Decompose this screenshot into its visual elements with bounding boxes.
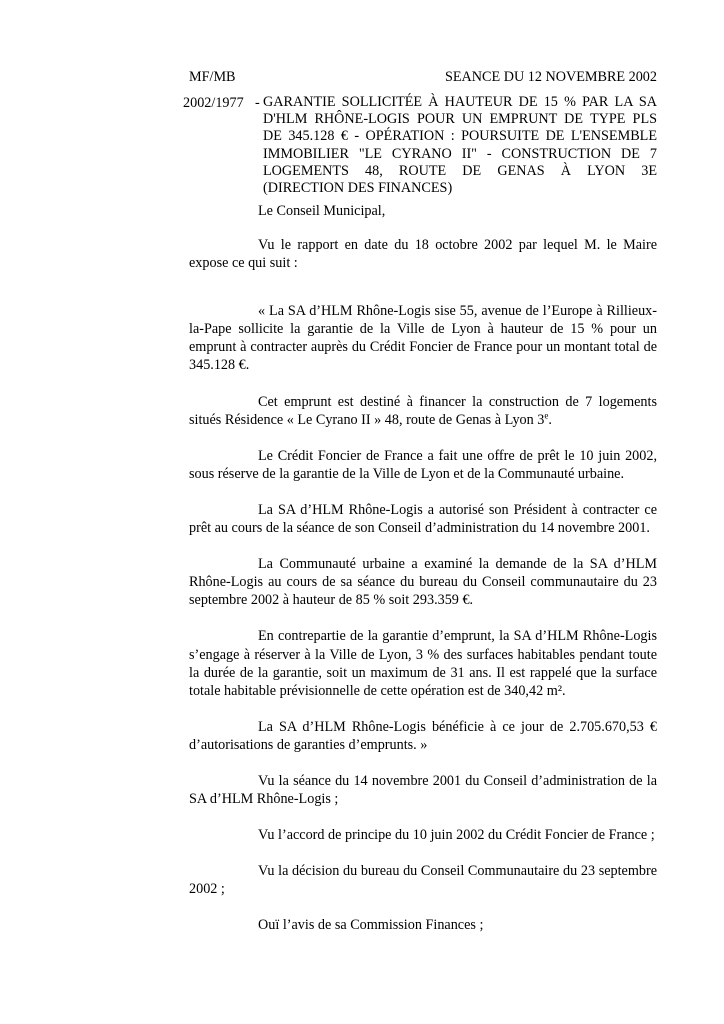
paragraph: Vu la séance du 14 novembre 2001 du Conseil d’administration de la SA d’HLM Rhône-Logis ;	[189, 772, 657, 808]
deliberation-title	[263, 94, 657, 197]
superscript: e	[544, 409, 549, 420]
paragraph	[189, 393, 657, 429]
session-date: SEANCE DU 12 NOVEMBRE 2002	[444, 69, 657, 85]
title-line: D'HLM RHÔNE-LOGIS POUR UN EMPRUNT DE TYPE PLS	[263, 111, 657, 128]
title-line: (DIRECTION DES FINANCES)	[263, 180, 453, 197]
paragraph: La Communauté urbaine a examiné la demande de la SA d’HLM Rhône-Logis au cours de sa séance du bureau du Conseil communautaire du 23 septembre 2002 à hauteur de 85 % soit 293.359 €.	[189, 556, 657, 609]
paragraph: La SA d’HLM Rhône-Logis bénéficie à ce jour de 2.705.670,53 € d’autorisations de garanties d’emprunts. »	[189, 718, 657, 753]
title-dash: -	[255, 95, 260, 111]
page-header	[189, 68, 657, 86]
author-initials: MF/MB	[189, 69, 236, 85]
deliberation-number: 2002/1977	[183, 95, 244, 111]
paragraph: Vu la décision du bureau du Conseil Communautaire du 23 septembre 2002 ;	[189, 863, 657, 898]
title-line: GARANTIE SOLLICITÉE À HAUTEUR DE 15 % PAR LA SA	[263, 94, 657, 110]
title-line: IMMOBILIER "LE CYRANO II" - CONSTRUCTION DE 7	[263, 145, 657, 162]
paragraph: Vu l’accord de principe du 10 juin 2002 du Crédit Foncier de France ;	[258, 827, 655, 844]
title-line: DE 345.128 € - OPÉRATION : POURSUITE DE L'ENSEMBLE	[263, 128, 657, 145]
paragraph: Ouï l’avis de sa Commission Finances ;	[258, 917, 484, 934]
paragraph: Le Crédit Foncier de France a fait une offre de prêt le 10 juin 2002, sous réserve de la garantie de la Ville de Lyon et de la Communauté urbaine.	[189, 447, 657, 482]
paragraph: En contrepartie de la garantie d’emprunt, la SA d’HLM Rhône-Logis s’engage à réserver à la Ville de Lyon, 3 % des surfaces habitables pendant toute la durée de la garantie, soit un maximum de 31 ans. Il est rappelé que la surface totale habitable prévisionnelle de cette opération est de 340,42 m².	[189, 628, 657, 699]
paragraph-end: .	[548, 411, 552, 428]
paragraph: Vu le rapport en date du 18 octobre 2002 par lequel M. le Maire expose ce qui suit :	[189, 237, 657, 272]
paragraph-text: Cet emprunt est destiné à financer la construction de 7 logements situés Résidence « Le Cyrano II » 48, route de Genas à Lyon 3	[189, 393, 657, 428]
paragraph: « La SA d’HLM Rhône-Logis sise 55, avenue de l’Europe à Rillieux-la-Pape sollicite la garantie de la Ville de Lyon à hauteur de 15 % pour un emprunt à contracter auprès du Crédit Foncier de France pour un montant total de 345.128 €.	[189, 303, 657, 374]
title-line: LOGEMENTS 48, ROUTE DE GENAS À LYON 3E	[263, 162, 657, 179]
document-body	[189, 236, 657, 935]
salutation: Le Conseil Municipal,	[258, 203, 386, 219]
paragraph: La SA d’HLM Rhône-Logis a autorisé son Président à contracter ce prêt au cours de la séance de son Conseil d’administration du 14 novembre 2001.	[189, 501, 657, 537]
